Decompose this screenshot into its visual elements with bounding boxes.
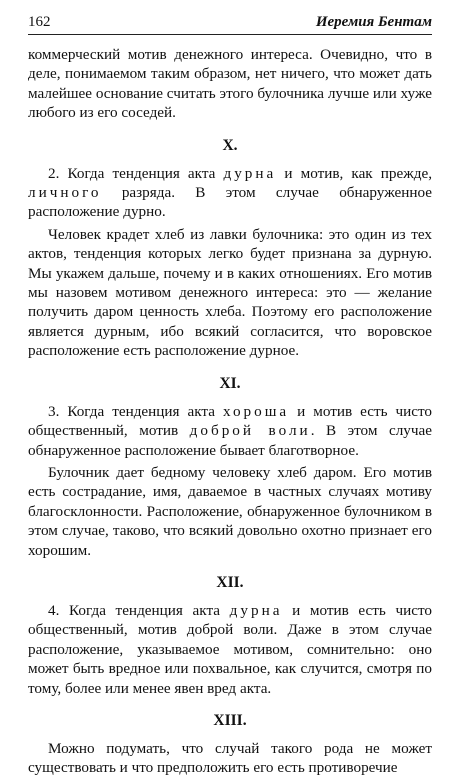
paragraph-continuation: коммерческий мотив денежного интереса. Очевидно, что в деле, понимаемом таким образом, нет ничего, что может дать малейшее основание считать этого булочника лучше или хуже любого из его соседей. (28, 46, 432, 122)
paragraph-case-3 (28, 402, 432, 460)
text-run: разряда. В этом случае обнаруженное расположение дурно. (28, 184, 432, 221)
text-run: и мотив, как прежде, (276, 164, 432, 182)
text-run: 4. Когда тенденция акта (48, 601, 230, 619)
text-run: 2. Когда тенденция акта (48, 164, 224, 182)
text-run: 3. Когда тенденция акта (48, 402, 223, 420)
emphasis-text: дурна (229, 601, 283, 619)
emphasis-text: доброй воли (189, 422, 311, 440)
paragraph-final: Можно подумать, что случай такого рода не может существовать и что предположить его есть противоречие (28, 739, 432, 777)
page-number: 162 (28, 14, 51, 30)
text-run: и мотив есть чисто общественный, мотив (28, 402, 433, 440)
section-heading-13: XIII. (213, 711, 247, 729)
page-header (28, 14, 432, 35)
section-heading-11: XI. (219, 374, 241, 392)
paragraph-thief-example: Человек крадет хлеб из лавки булочника: это один из тех актов, тенденция которых легко будет признана за дурную. Мы укажем дальше, почему и в каких отношениях. Его мотив мы назовем мотивом денежного интереса: это — желание получить даром ценность хлеба. Поэтому его расположение является дурным, ибо всякий согласится, что воровское расположение есть расположение дурное. (28, 225, 432, 360)
paragraph-case-4 (28, 601, 432, 698)
emphasis-text: дурна (223, 164, 277, 182)
text-run: и мотив есть чисто общественный, мотив доброй воли. Даже в этом случае расположение, указываемое мотивом, сомнительно: оно может быть вредное или похвальное, как случится, смотря по тому, более или менее явен вред акта. (28, 601, 433, 697)
running-title: Иеремия Бентам (315, 14, 432, 30)
section-heading-12: XII. (216, 573, 244, 591)
paragraph-case-2 (28, 164, 432, 222)
emphasis-text: личного (28, 184, 102, 202)
paragraph-baker-example: Булочник дает бедному человеку хлеб даром. Его мотив есть сострадание, имя, даваемое в частных случаях мотиву благосклонности. Расположение, обнаруженное булочником в этом случае, таково, что всякий довольно охотно признает его хорошим. (28, 463, 432, 559)
section-heading-10: X. (222, 136, 238, 154)
text-run: . В этом случае обнаруженное расположение бывает благотворное. (28, 422, 432, 459)
emphasis-text: хороша (222, 402, 290, 420)
